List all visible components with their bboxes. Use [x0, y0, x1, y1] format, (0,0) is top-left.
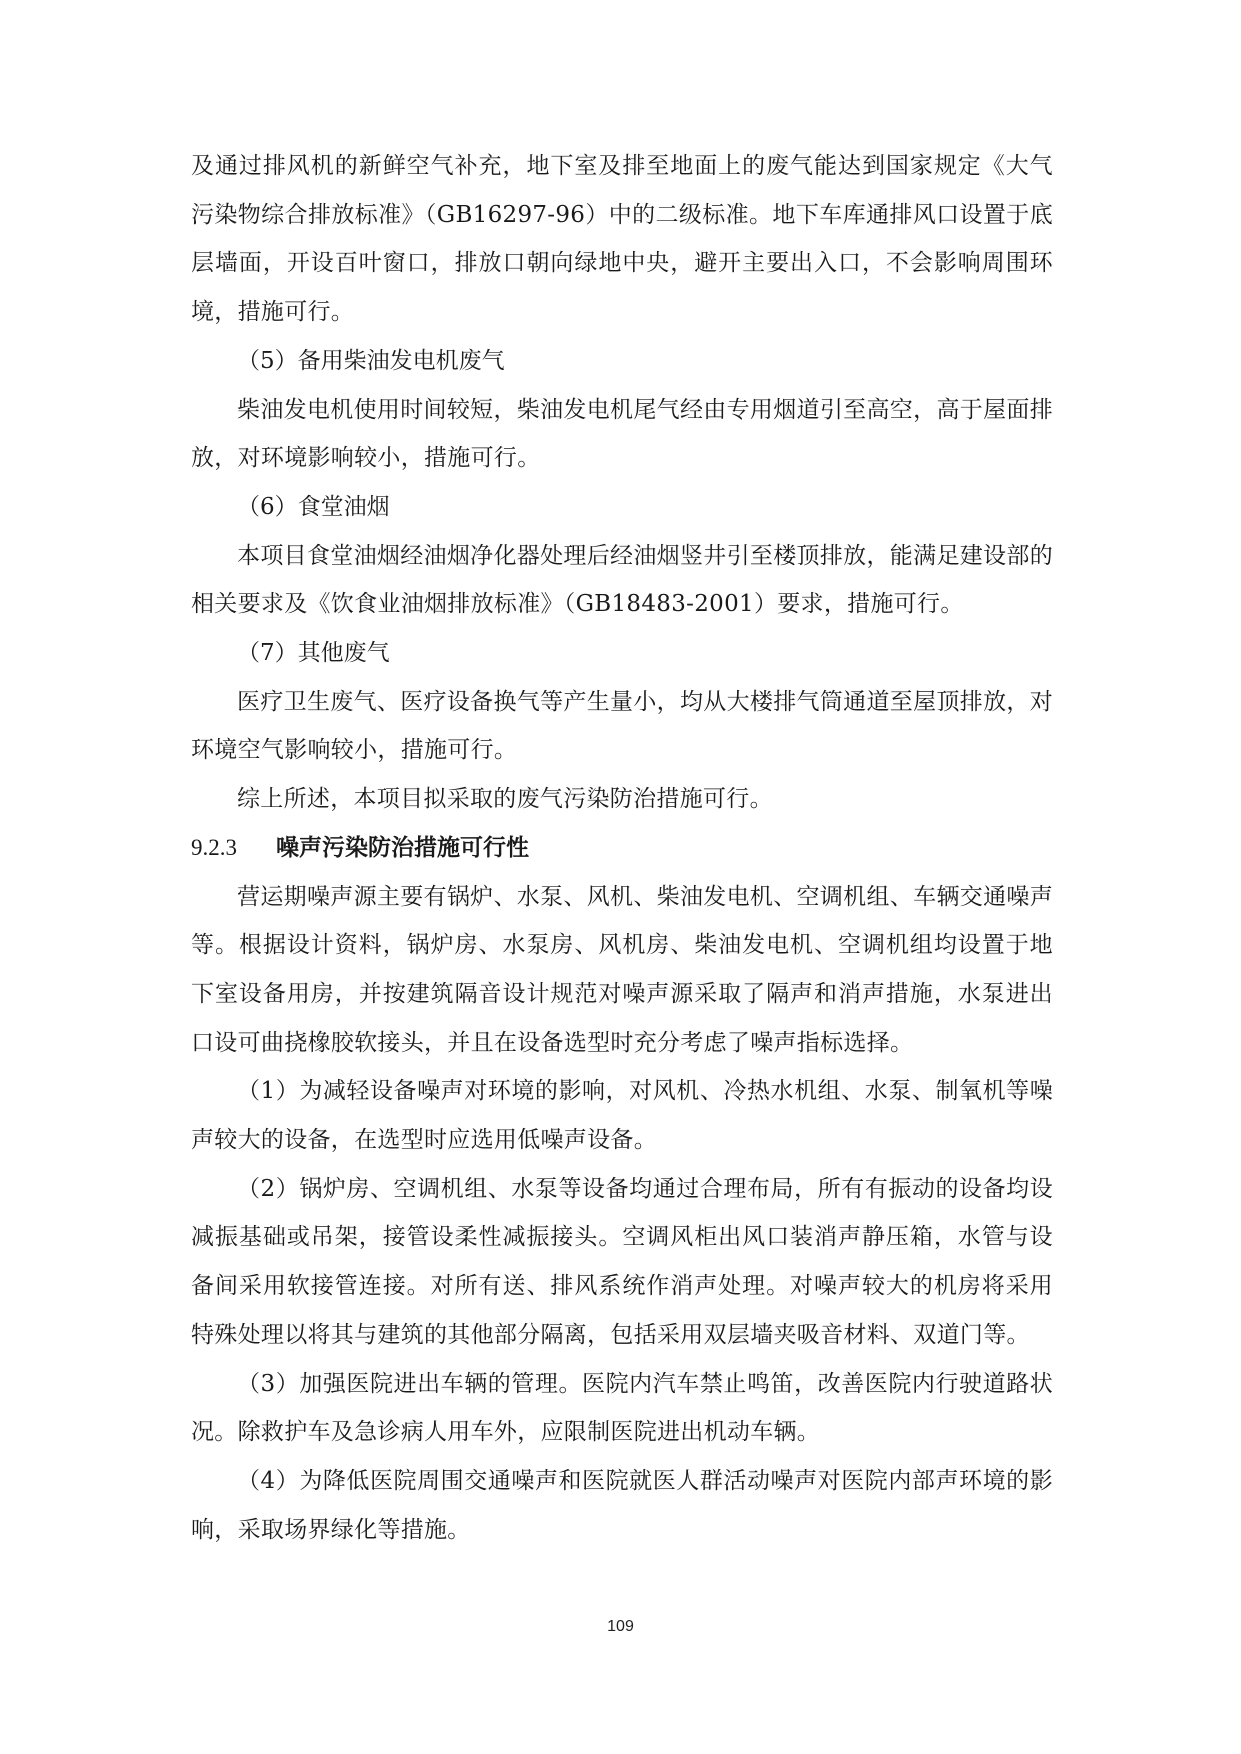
paragraph-exhaust-ventilation: 及通过排风机的新鲜空气补充，地下室及排至地面上的废气能达到国家规定《大气污染物综合排放标准》（GB16297-96）中的二级标准。地下车库通排风口设置于底层墙面，开设百叶窗口，排放口朝向绿地中央，避开主要出入口，不会影响周围环境，措施可行。 — [191, 153, 1053, 326]
paragraph-noise-sources: 营运期噪声源主要有锅炉、水泵、风机、柴油发电机、空调机组、车辆交通噪声等。根据设计资料，锅炉房、水泵房、风机房、柴油发电机、空调机组均设置于地下室设备用房，并按建筑隔音设计规范对噪声源采取了隔声和消声措施，水泵进出口设可曲挠橡胶软接头，并且在设备选型时充分考虑了噪声指标选择。 — [191, 883, 1053, 1056]
subheading-other-exhaust: （7）其他废气 — [237, 640, 390, 667]
page-body — [191, 142, 1053, 1554]
section-title: 噪声污染防治措施可行性 — [276, 834, 529, 861]
paragraph-canteen-fumes: 本项目食堂油烟经油烟净化器处理后经油烟竖井引至楼顶排放，能满足建设部的相关要求及《饮食业油烟排放标准》（GB18483-2001）要求，措施可行。 — [191, 542, 1053, 618]
paragraph-noise-measure-3: （3）加强医院进出车辆的管理。医院内汽车禁止鸣笛，改善医院内行驶道路状况。除救护车及急诊病人用车外，应限制医院进出机动车辆。 — [191, 1370, 1053, 1446]
paragraph-noise-measure-2: （2）锅炉房、空调机组、水泵等设备均通过合理布局，所有有振动的设备均设减振基础或吊架，接管设柔性减振接头。空调风柜出风口装消声静压箱，水管与设备间采用软接管连接。对所有送、排风系统作消声处理。对噪声较大的机房将采用特殊处理以将其与建筑的其他部分隔离，包括采用双层墙夹吸音材料、双道门等。 — [191, 1175, 1053, 1348]
subheading-diesel-generator: （5）备用柴油发电机废气 — [237, 347, 505, 374]
paragraph-exhaust-summary: 综上所述，本项目拟采取的废气污染防治措施可行。 — [237, 786, 773, 813]
paragraph-noise-measure-1: （1）为减轻设备噪声对环境的影响，对风机、冷热水机组、水泵、制氧机等噪声较大的设备，在选型时应选用低噪声设备。 — [191, 1078, 1053, 1154]
section-heading — [191, 824, 1053, 873]
subheading-canteen-fumes: （6）食堂油烟 — [237, 493, 390, 520]
paragraph-other-exhaust: 医疗卫生废气、医疗设备换气等产生量小，均从大楼排气筒通道至屋顶排放，对环境空气影响较小，措施可行。 — [191, 688, 1053, 764]
section-number: 9.2.3 — [191, 834, 237, 860]
page-number: 109 — [607, 1618, 634, 1635]
paragraph-diesel-generator: 柴油发电机使用时间较短，柴油发电机尾气经由专用烟道引至高空，高于屋面排放，对环境影响较小，措施可行。 — [191, 396, 1053, 472]
paragraph-noise-measure-4: （4）为降低医院周围交通噪声和医院就医人群活动噪声对医院内部声环境的影响，采取场界绿化等措施。 — [191, 1467, 1053, 1543]
